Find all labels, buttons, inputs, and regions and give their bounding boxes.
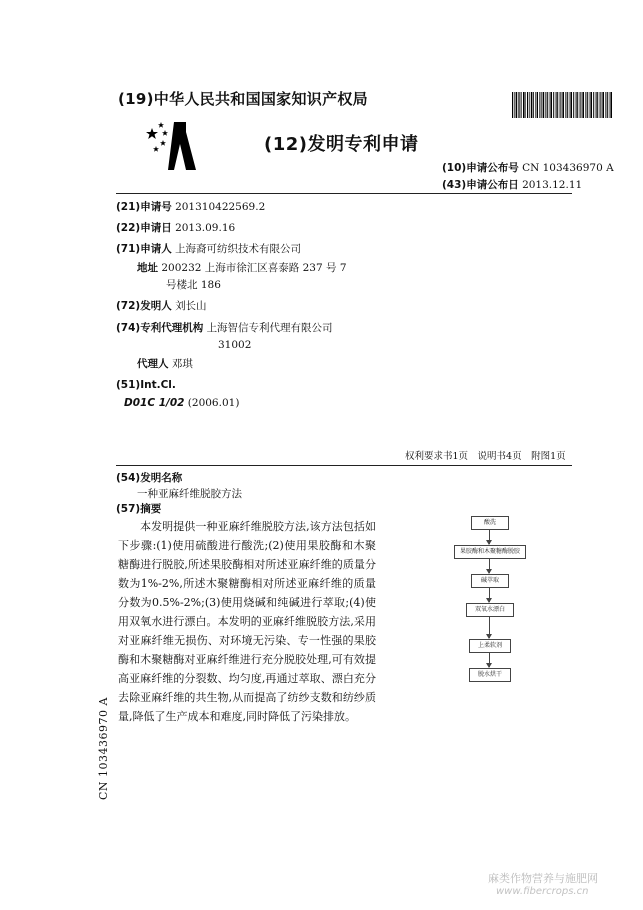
publication-date-label: (43)申请公布日 — [442, 179, 519, 191]
filing-date-row — [116, 220, 235, 236]
applicant-label: (71)申请人 — [116, 243, 172, 255]
address-line-2: 号楼北 186 — [166, 279, 221, 291]
applicant-row — [116, 241, 301, 257]
counts-divider — [116, 465, 572, 466]
barcode-image — [512, 92, 612, 118]
issuing-office: (19)中华人民共和国国家知识产权局 — [118, 90, 368, 108]
application-number-label: (21)申请号 — [116, 201, 172, 213]
inventor-row — [116, 298, 207, 314]
publication-date: 2013.12.11 — [522, 179, 583, 191]
abstract-text: 本发明提供一种亚麻纤维脱胶方法,该方法包括如下步骤:(1)使用硫酸进行酸洗;(2)使用果胶酶和木聚糖酶进行脱胶,所述果胶酶相对所述亚麻纤维的质量分数为1%-2%,所述木聚糖酶相对所述亚麻纤维的质量分数为0.5%-2%;(3)使用烧碱和纯碱进行萃取;(4)使用双氧水进行漂白。本发明的亚麻纤维脱胶方法,采用对亚麻纤维无损伤、对环境无污染、专一性强的果胶酶和木聚糖酶对亚麻纤维进行充分脱胶处理,可有效提高亚麻纤维的分裂数、均匀度,再通过萃取、漂白充分去除亚麻纤维的共生物,从而提高了纺纱支数和纺纱质量,降低了生产成本和难度,同时降低了污染排放。 — [118, 520, 376, 723]
intcl-version: (2006.01) — [187, 397, 240, 409]
intcl-code: D01C 1/02 — [124, 397, 185, 409]
invention-title: 一种亚麻纤维脱胶方法 — [137, 488, 242, 500]
publication-number-row — [442, 160, 614, 175]
flow-arrow-4 — [489, 616, 490, 638]
address-line-1: 200232 上海市徐汇区喜泰路 237 号 7 — [161, 262, 347, 274]
watermark-site-name: 麻类作物营养与施肥网 — [488, 872, 598, 885]
agency-label: (74)专利代理机构 — [116, 322, 204, 334]
address-label: 地址 — [137, 262, 158, 274]
header-divider — [116, 193, 572, 194]
flow-step-2: 果胶酶和木聚糖酶脱胶 — [454, 545, 526, 559]
flow-step-6: 脱水烘干 — [469, 668, 511, 682]
publication-number-label: (10)申请公布号 — [442, 162, 519, 174]
title-label: (54)发明名称 — [116, 472, 183, 484]
abstract-label: (57)摘要 — [116, 503, 162, 515]
page-counts: 权利要求书1页 说明书4页 附图1页 — [405, 451, 566, 462]
publication-date-row — [442, 177, 582, 192]
filing-date-label: (22)申请日 — [116, 222, 172, 234]
agency-row — [116, 320, 333, 336]
application-number-row — [116, 199, 265, 215]
agency-name: 上海智信专利代理有限公司 — [206, 322, 333, 334]
publication-type: (12)发明专利申请 — [264, 134, 419, 155]
flow-arrow-5 — [489, 652, 490, 667]
flow-step-3: 碱萃取 — [471, 574, 509, 588]
intcl-label: (51)Int.Cl. — [116, 379, 176, 391]
agency-code: 31002 — [218, 339, 252, 351]
flow-step-4: 双氧水漂白 — [466, 603, 514, 617]
side-publication-number: CN 103436970 A — [97, 697, 110, 800]
address-row — [137, 260, 347, 276]
inventor-name: 刘长山 — [175, 300, 207, 312]
flow-arrow-1 — [489, 529, 490, 544]
intcl-row — [124, 395, 239, 411]
agent-row — [137, 356, 193, 372]
flow-arrow-2 — [489, 558, 490, 573]
filing-date: 2013.09.16 — [175, 222, 236, 234]
application-number: 201310422569.2 — [175, 201, 266, 213]
agent-name: 邓琪 — [171, 358, 193, 370]
cnipa-emblem-logo — [146, 118, 206, 170]
flow-arrow-3 — [489, 587, 490, 602]
agent-label: 代理人 — [137, 358, 169, 370]
flow-step-1: 酸洗 — [471, 516, 509, 530]
publication-number: CN 103436970 A — [522, 162, 614, 174]
watermark-url: www.fibercrops.cn — [496, 886, 589, 897]
flow-step-5: 上柔软剂 — [469, 639, 511, 653]
applicant-name: 上海裔可纺织技术有限公司 — [175, 243, 302, 255]
inventor-label: (72)发明人 — [116, 300, 172, 312]
